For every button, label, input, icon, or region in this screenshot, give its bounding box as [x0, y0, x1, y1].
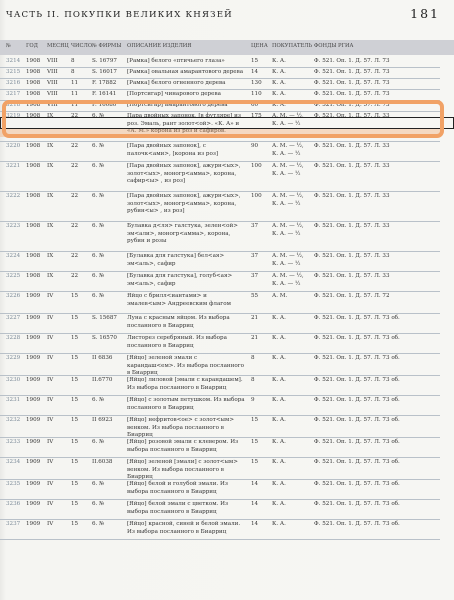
- cell-no: 3230: [6, 377, 21, 383]
- cell-month: IX: [47, 253, 54, 259]
- cell-fund: Ф. 521. Оп. 1. Д. 57. Л. 73: [314, 91, 390, 97]
- cell-firm: 6. №: [92, 223, 105, 229]
- cell-year: 1908: [26, 69, 41, 75]
- cell-day: 22: [71, 193, 79, 199]
- cell-firm: II.6038: [92, 459, 113, 465]
- cell-buyer: К. А.: [272, 439, 286, 445]
- cell-year: 1909: [26, 293, 41, 299]
- cell-firm: F. 16141: [92, 91, 117, 97]
- cell-day: 11: [71, 102, 79, 108]
- cell-month: VIII: [47, 80, 58, 86]
- cell-month: IV: [47, 481, 54, 487]
- cell-description: [Рамка] овальная амарантового дерева: [127, 69, 244, 75]
- cell-buyer: К. А.: [272, 69, 286, 75]
- cell-no: 3237: [6, 521, 21, 527]
- cell-day: 15: [71, 315, 79, 321]
- cell-price: 14: [251, 69, 259, 75]
- cell-no: 3233: [6, 439, 21, 445]
- table-row: [0, 333, 440, 354]
- cell-price: 8: [251, 355, 255, 361]
- cell-day: 22: [71, 223, 79, 229]
- col-header-description: ОПИСАНИЕ ИЗДЕЛИЯ: [127, 43, 192, 49]
- cell-description: [Булавка для галстука] бел<ая> эм<аль>, сафир: [127, 253, 225, 267]
- cell-fund: Ф. 521. Оп. 1. Д. 57. Л. 72: [314, 293, 390, 299]
- cell-description: [Яйцо] нефритов<ое> с золот<ым> венком. Из выбора посланного в Биарриц: [127, 417, 235, 439]
- cell-firm: S. 16017: [92, 69, 117, 75]
- cell-fund: Ф. 521. Оп. 1. Д. 57. Л. 73 об.: [314, 315, 400, 321]
- page-header: [0, 0, 454, 30]
- cell-fund: Ф. 521. Оп. 1. Д. 57. Л. 33: [314, 193, 390, 199]
- cell-buyer: К. А.: [272, 80, 286, 86]
- table-row: [0, 141, 440, 162]
- cell-price: 100: [251, 193, 262, 199]
- cell-description: [Яйцо] белой и голубой эмали. Из выбора посланного в Биарриц: [127, 481, 228, 495]
- cell-day: 15: [71, 459, 79, 465]
- cell-month: IX: [47, 113, 54, 119]
- cell-year: 1908: [26, 253, 41, 259]
- table-row: [0, 271, 440, 292]
- cell-buyer: А. М. — ½, К. А. — ½: [272, 163, 304, 177]
- cell-fund: Ф. 521. Оп. 1. Д. 57. Л. 73 об.: [314, 481, 400, 487]
- cell-price: 175: [251, 113, 262, 119]
- cell-month: IX: [47, 223, 54, 229]
- cell-description: [Яйцо] красной, синей и белой эмали. Из выбора посланного в Биарриц: [127, 521, 241, 535]
- cell-buyer: К. А.: [272, 521, 286, 527]
- cell-day: 11: [71, 91, 79, 97]
- cell-description: [Яйцо] лиловой [эмали с карандашем]. Из выбора посланного в Биарриц: [127, 377, 243, 391]
- cell-description: [Пара двойных запонок], ажурн<ых>, золот<ых>, моногр<амма>, корона, сафир<ы> , из роз]: [127, 163, 241, 185]
- cell-month: IX: [47, 163, 54, 169]
- cell-year: 1909: [26, 335, 41, 341]
- cell-day: 15: [71, 377, 79, 383]
- cell-year: 1909: [26, 355, 41, 361]
- cell-firm: S. 16797: [92, 58, 117, 64]
- cell-fund: Ф. 521. Оп. 1. Д. 57. Л. 33: [314, 143, 390, 149]
- cell-month: IV: [47, 397, 54, 403]
- cell-fund: Ф. 521. Оп. 1. Д. 57. Л. 33: [314, 223, 390, 229]
- cell-no: 3234: [6, 459, 21, 465]
- cell-year: 1909: [26, 377, 41, 383]
- table-row: [0, 479, 440, 500]
- cell-price: 110: [251, 91, 262, 97]
- cell-description: [Рамка] белого огненного дерева: [127, 80, 226, 86]
- cell-firm: 6. №: [92, 397, 105, 403]
- cell-price: 60: [251, 102, 259, 108]
- cell-month: IV: [47, 501, 54, 507]
- cell-price: 14: [251, 521, 259, 527]
- cell-fund: Ф. 521. Оп. 1. Д. 57. Л. 73 об.: [314, 397, 400, 403]
- cell-year: 1909: [26, 481, 41, 487]
- col-header-day: ЧИСЛО: [71, 43, 93, 49]
- cell-no: 3218: [6, 102, 21, 108]
- cell-day: 15: [71, 397, 79, 403]
- cell-buyer: К. А.: [272, 102, 286, 108]
- cell-description: [Портсигар] чинарового дерева: [127, 91, 221, 97]
- cell-buyer: А. М.: [272, 293, 288, 299]
- table-row: [0, 251, 440, 272]
- cell-day: 11: [71, 80, 79, 86]
- cell-price: 55: [251, 293, 259, 299]
- cell-description: [Яйцо] белой эмали с цветком. Из выбора посланного в Биарриц: [127, 501, 229, 515]
- cell-fund: Ф. 521. Оп. 1. Д. 57. Л. 73 об.: [314, 417, 400, 423]
- cell-firm: II 6923: [92, 417, 113, 423]
- cell-no: 3235: [6, 481, 21, 487]
- cell-month: VIII: [47, 69, 58, 75]
- cell-year: 1908: [26, 102, 41, 108]
- table-row: [0, 457, 440, 480]
- table-row: [0, 291, 440, 314]
- cell-firm: S. 16570: [92, 335, 117, 341]
- cell-firm: 6. №: [92, 143, 105, 149]
- cell-firm: 6. №: [92, 439, 105, 445]
- cell-price: 15: [251, 459, 259, 465]
- cell-description: Луна с красным яйцом. Из выбора посланного в Биарриц: [127, 315, 230, 329]
- cell-month: VIII: [47, 102, 58, 108]
- cell-buyer: К. А.: [272, 459, 286, 465]
- cell-price: 21: [251, 335, 259, 341]
- cell-firm: II.6770: [92, 377, 113, 383]
- cell-firm: F. 17882: [92, 80, 117, 86]
- cell-no: 3232: [6, 417, 21, 423]
- cell-firm: 6. №: [92, 253, 105, 259]
- cell-buyer: К. А.: [272, 501, 286, 507]
- page-title: ЧАСТЬ II. ПОКУПКИ ВЕЛИКИХ КНЯЗЕЙ: [6, 10, 233, 20]
- cell-day: 15: [71, 293, 79, 299]
- cell-firm: 6. №: [92, 163, 105, 169]
- page-number: 181: [410, 6, 440, 21]
- cell-fund: Ф. 521. Оп. 1. Д. 57. Л. 73: [314, 58, 390, 64]
- cell-fund: Ф. 521. Оп. 1. Д. 57. Л. 73 об.: [314, 459, 400, 465]
- cell-buyer: А. М. — ½, К. А. — ½: [272, 193, 304, 207]
- cell-no: 3229: [6, 355, 21, 361]
- cell-year: 1908: [26, 80, 41, 86]
- cell-fund: Ф. 521. Оп. 1. Д. 57. Л. 33: [314, 253, 390, 259]
- cell-firm: 6. №: [92, 521, 105, 527]
- table-row: [0, 353, 440, 376]
- cell-month: IV: [47, 459, 54, 465]
- cell-buyer: К. А.: [272, 397, 286, 403]
- cell-month: IV: [47, 377, 54, 383]
- cell-no: 3223: [6, 223, 21, 229]
- cell-description: Яйцо с брилл<иантами> и эмалев<ым> Андреевским флагом: [127, 293, 231, 307]
- cell-firm: 6. №: [92, 501, 105, 507]
- cell-year: 1908: [26, 58, 41, 64]
- cell-buyer: А. М. — ½, К. А. — ½: [272, 113, 304, 127]
- cell-day: 15: [71, 481, 79, 487]
- cell-no: 3214: [6, 58, 21, 64]
- cell-year: 1908: [26, 223, 41, 229]
- cell-buyer: К. А.: [272, 315, 286, 321]
- cell-fund: Ф. 521. Оп. 1. Д. 57. Л. 33: [314, 163, 390, 169]
- cell-firm: 6. №: [92, 481, 105, 487]
- cell-buyer: А. М. — ½, К. А. — ½: [272, 253, 304, 267]
- table-row: [0, 375, 440, 396]
- cell-fund: Ф. 521. Оп. 1. Д. 57. Л. 73: [314, 69, 390, 75]
- cell-price: 37: [251, 223, 259, 229]
- cell-fund: Ф. 521. Оп. 1. Д. 57. Л. 73 об.: [314, 377, 400, 383]
- cell-firm: 6. №: [92, 293, 105, 299]
- cell-price: 15: [251, 417, 259, 423]
- cell-year: 1909: [26, 459, 41, 465]
- cell-day: 22: [71, 163, 79, 169]
- cell-buyer: К. А.: [272, 355, 286, 361]
- cell-no: 3222: [6, 193, 21, 199]
- col-header-fund: ФОНДЫ РГИА: [314, 43, 354, 49]
- cell-day: 15: [71, 417, 79, 423]
- cell-month: IX: [47, 143, 54, 149]
- cell-year: 1908: [26, 193, 41, 199]
- table-row: [0, 519, 440, 540]
- cell-month: IV: [47, 417, 54, 423]
- col-header-buyer: ПОКУПАТЕЛЬ: [272, 43, 313, 49]
- cell-no: 3228: [6, 335, 21, 341]
- cell-description: [Рамка] белого «птичьего глаза»: [127, 58, 225, 64]
- cell-price: 37: [251, 273, 259, 279]
- cell-fund: Ф. 521. Оп. 1. Д. 57. Л. 73 об.: [314, 501, 400, 507]
- cell-month: IV: [47, 335, 54, 341]
- cell-buyer: К. А.: [272, 481, 286, 487]
- col-header-year: ГОД: [26, 43, 38, 49]
- cell-firm: 6. №: [92, 273, 105, 279]
- cell-month: IV: [47, 439, 54, 445]
- col-header-month: МЕСЯЦ: [47, 43, 69, 49]
- cell-month: VIII: [47, 58, 58, 64]
- table-header: [0, 40, 454, 55]
- cell-day: 15: [71, 439, 79, 445]
- cell-fund: Ф. 521. Оп. 1. Д. 57. Л. 73 об.: [314, 355, 400, 361]
- cell-day: 15: [71, 521, 79, 527]
- cell-no: 3219: [6, 113, 21, 119]
- table-row: [0, 161, 440, 192]
- cell-buyer: К. А.: [272, 335, 286, 341]
- cell-day: 15: [71, 355, 79, 361]
- cell-year: 1909: [26, 417, 41, 423]
- cell-price: 90: [251, 143, 259, 149]
- cell-day: 22: [71, 113, 79, 119]
- cell-no: 3225: [6, 273, 21, 279]
- cell-price: 9: [251, 397, 255, 403]
- cell-firm: 6. №: [92, 113, 105, 119]
- cell-fund: Ф. 521. Оп. 1. Д. 57. Л. 73: [314, 80, 390, 86]
- cell-day: 8: [71, 58, 75, 64]
- cell-no: 3216: [6, 80, 21, 86]
- cell-fund: Ф. 521. Оп. 1. Д. 57. Л. 33: [314, 273, 390, 279]
- cell-no: 3217: [6, 91, 21, 97]
- cell-month: IV: [47, 355, 54, 361]
- cell-year: 1908: [26, 143, 41, 149]
- table-row: [0, 395, 440, 416]
- cell-description: Булавка д<ля> галстука, зелен<ой> эм<али>, моногр<амма>, корона, рубин и розы: [127, 223, 238, 245]
- cell-description: Пара двойных запонок, [в футляре] из роз. Эмаль, рант золот<ой>. «К. А» и «А. М.» корона из роз и сафиров.: [127, 113, 241, 135]
- cell-price: 37: [251, 253, 259, 259]
- cell-day: 22: [71, 143, 79, 149]
- cell-price: 15: [251, 439, 259, 445]
- cell-day: 22: [71, 273, 79, 279]
- cell-description: [Яйцо] зеленой эмали с карандаш<ем>. Из выбора посланного в Биарриц: [127, 355, 245, 377]
- cell-day: 22: [71, 253, 79, 259]
- cell-year: 1909: [26, 501, 41, 507]
- cell-firm: 6. №: [92, 193, 105, 199]
- cell-no: 3224: [6, 253, 21, 259]
- cell-firm: S. 15687: [92, 315, 117, 321]
- cell-fund: Ф. 521. Оп. 1. Д. 57. Л. 73 об.: [314, 439, 400, 445]
- cell-fund: Ф. 521. Оп. 1. Д. 57. Л. 73 об.: [314, 335, 400, 341]
- cell-firm: F. 16080: [92, 102, 117, 108]
- cell-year: 1909: [26, 439, 41, 445]
- cell-description: [Яйцо] с золотым петушком. Из выбора посланного в Биарриц: [127, 397, 245, 411]
- cell-firm: II 6836: [92, 355, 113, 361]
- cell-buyer: К. А.: [272, 377, 286, 383]
- table-row: [0, 313, 440, 334]
- cell-year: 1909: [26, 315, 41, 321]
- cell-fund: Ф. 521. Оп. 1. Д. 57. Л. 73 об.: [314, 521, 400, 527]
- cell-buyer: К. А.: [272, 417, 286, 423]
- cell-year: 1909: [26, 397, 41, 403]
- cell-day: 8: [71, 69, 75, 75]
- table-row: [0, 221, 440, 252]
- cell-price: 8: [251, 377, 255, 383]
- col-header-no: №: [6, 43, 11, 49]
- highlight-annotation: [2, 100, 444, 138]
- cell-month: IV: [47, 315, 54, 321]
- cell-price: 21: [251, 315, 259, 321]
- cell-month: IV: [47, 293, 54, 299]
- cell-year: 1908: [26, 113, 41, 119]
- cell-no: 3220: [6, 143, 21, 149]
- table-row: [0, 191, 440, 222]
- cell-buyer: А. М. — ½, К. А. — ½: [272, 273, 304, 287]
- cell-fund: Ф. 521. Оп. 1. Д. 57. Л. 33: [314, 113, 390, 119]
- cell-description: [Булавка для галстука], голуб<ая> эм<аль>, сафир: [127, 273, 233, 287]
- cell-no: 3227: [6, 315, 21, 321]
- cell-no: 3226: [6, 293, 21, 299]
- table-row: [0, 437, 440, 458]
- cell-fund: Ф. 521. Оп. 1. Д. 57. Л. 73: [314, 102, 390, 108]
- cell-year: 1908: [26, 91, 41, 97]
- cell-buyer: К. А.: [272, 91, 286, 97]
- cell-description: [Пара двойных запонок], ажурн<ых>, золот<ых>, моногр<амма>, корона, рубин<ы> , из роз]: [127, 193, 241, 215]
- col-header-price: ЦЕНА: [251, 43, 268, 49]
- table-row: [0, 499, 440, 520]
- cell-month: VIII: [47, 91, 58, 97]
- cell-month: IV: [47, 521, 54, 527]
- cell-description: [Пара двойных запонок], с палочк<ами>, [корона из роз]: [127, 143, 219, 157]
- cell-day: 15: [71, 501, 79, 507]
- table-row: [0, 415, 440, 438]
- cell-description: [Яйцо] розовой эмали с клевером. Из выбора посланного в Биарриц: [127, 439, 239, 453]
- cell-description: Листорез серебряный. Из выбора посланного в Биарриц: [127, 335, 227, 349]
- cell-price: 14: [251, 481, 259, 487]
- cell-year: 1908: [26, 163, 41, 169]
- cell-day: 15: [71, 335, 79, 341]
- cell-description: [Портсигар] амарантового дерева: [127, 102, 228, 108]
- cell-year: 1908: [26, 273, 41, 279]
- cell-description: [Яйцо] зеленой [эмали] с золот<ым> венком. Из выбора посланного в Биарриц: [127, 459, 238, 481]
- cell-buyer: А. М. — ½, К. А. — ½: [272, 223, 304, 237]
- cell-buyer: А. М. — ½, К. А. — ½: [272, 143, 304, 157]
- cell-price: 14: [251, 501, 259, 507]
- cell-price: 130: [251, 80, 262, 86]
- cell-buyer: К. А.: [272, 58, 286, 64]
- cell-month: IX: [47, 273, 54, 279]
- cell-no: 3221: [6, 163, 21, 169]
- cell-price: 15: [251, 58, 259, 64]
- cell-no: 3236: [6, 501, 21, 507]
- cell-year: 1909: [26, 521, 41, 527]
- col-header-firm: № ФИРМЫ: [92, 43, 122, 49]
- cell-price: 100: [251, 163, 262, 169]
- cell-no: 3215: [6, 69, 21, 75]
- cell-no: 3231: [6, 397, 21, 403]
- cell-month: IX: [47, 193, 54, 199]
